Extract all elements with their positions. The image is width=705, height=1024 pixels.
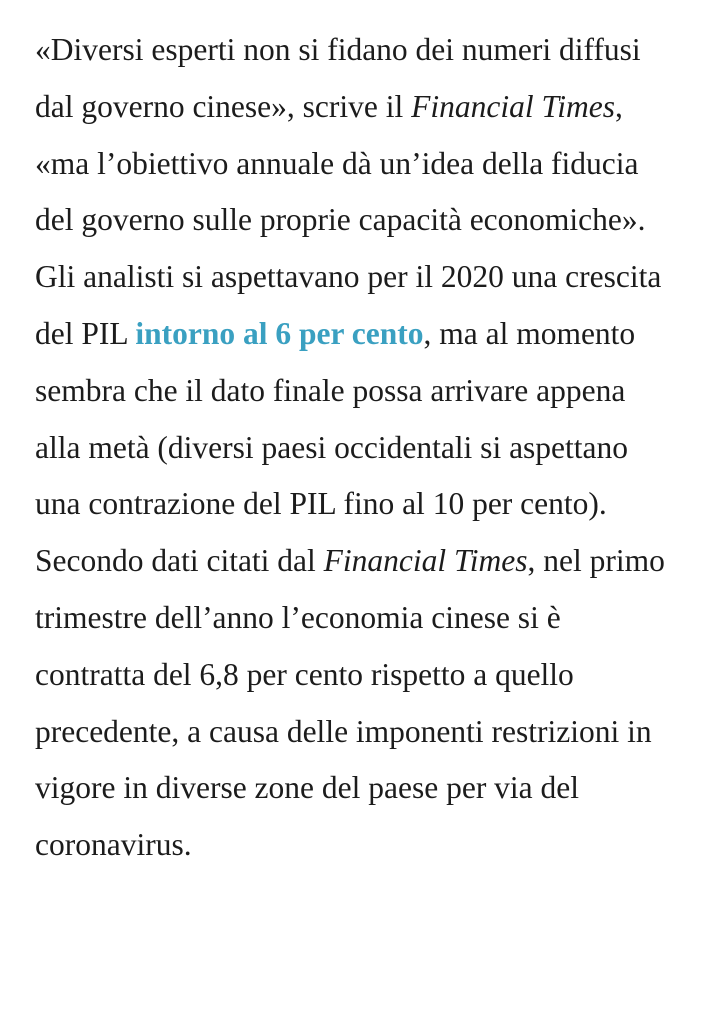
article-text: «Diversi esperti non si fidano dei numeri diffusi dal governo cinese», scrive il [35,32,641,124]
article-paragraph [35,22,675,874]
article-text: , ma al momento sembra che il dato finale possa arrivare appena alla metà (diversi paesi occidentali si aspettano una contrazione del PIL fino al 10 per cento). Secondo dati citati dal [35,315,636,579]
publication-name-italic: Financial Times [323,543,528,579]
gdp-growth-link[interactable]: intorno al 6 per cento [135,315,424,351]
article-text: , nel primo trimestre dell’anno l’economia cinese si è contratta del 6,8 per cento rispetto a quello precedente, a causa delle imponenti restrizioni in vigore in diverse zone del paese per via del coronavirus. [35,543,665,863]
article-text: , «ma l’obiettivo annuale dà un’idea della fiducia del governo sulle proprie capacità economiche». Gli analisti si aspettavano per il 2020 una crescita del PIL [35,88,662,351]
publication-name-italic: Financial Times [411,88,615,124]
